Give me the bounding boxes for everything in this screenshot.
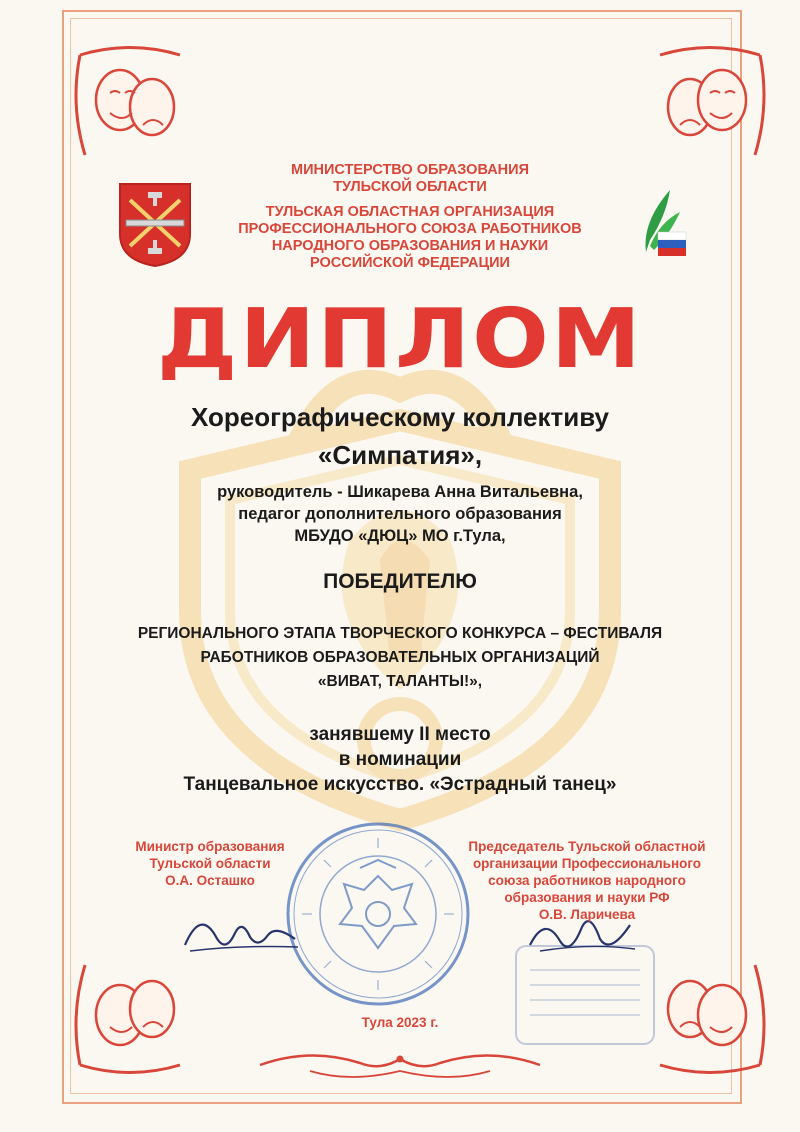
minister-signature-block: Министр образования Тульской области О.А. Осташко <box>135 839 285 888</box>
theatre-masks-icon <box>70 955 200 1075</box>
theatre-masks-icon <box>640 45 770 165</box>
chairman-signature-block: Председатель Тульской областной организации Профессионального союза работников народного образования и науки РФ О.В. Ларичева <box>468 839 706 922</box>
ministry-header: МИНИСТЕРСТВО ОБРАЗОВАНИЯ ТУЛЬСКОЙ ОБЛАСТИ <box>290 162 529 195</box>
bottom-flourish-icon <box>250 1045 550 1085</box>
recipient-leader: руководитель - Шикарева Анна Витальевна, педагог дополнительного образования МБУДО «ДЮЦ» МО г.Тула, <box>217 483 583 545</box>
city-year: Тула 2023 г. <box>361 1015 439 1030</box>
official-seal-icon <box>282 818 474 1010</box>
award-place: занявшему II место в номинации Танцевальное искусство. «Эстрадный танец» <box>183 724 617 795</box>
organization-header: ТУЛЬСКАЯ ОБЛАСТНАЯ ОРГАНИЗАЦИЯ ПРОФЕССИОНАЛЬНОГО СОЮЗА РАБОТНИКОВ НАРОДНОГО ОБРАЗОВАНИЯ И НАУКИ РОССИЙСКОЙ ФЕДЕРАЦИИ <box>238 204 582 271</box>
diploma-title: ДИПЛОМ <box>157 292 643 387</box>
award-contest: РЕГИОНАЛЬНОГО ЭТАПА ТВОРЧЕСКОГО КОНКУРСА – ФЕСТИВАЛЯ РАБОТНИКОВ ОБРАЗОВАТЕЛЬНЫХ ОРГАНИЗАЦИЙ «ВИВАТ, ТАЛАНТЫ!», <box>137 625 663 690</box>
minister-signature-icon <box>180 905 300 960</box>
tula-coat-of-arms-icon <box>118 182 192 268</box>
award-winner: ПОБЕДИТЕЛЮ <box>323 570 477 593</box>
trade-union-logo-icon <box>640 182 688 268</box>
recipient-line-2: «Симпатия», <box>317 440 483 470</box>
theatre-masks-icon <box>70 45 200 165</box>
recipient-line-1: Хореографическому коллективу <box>190 402 610 432</box>
